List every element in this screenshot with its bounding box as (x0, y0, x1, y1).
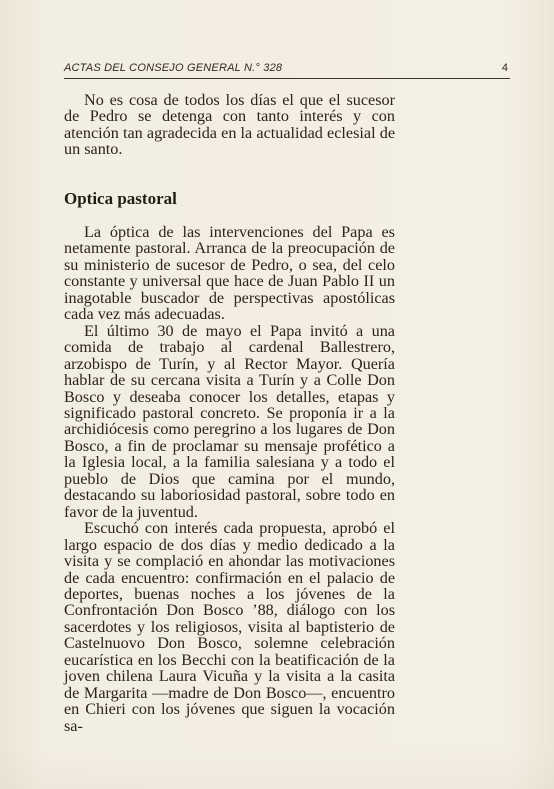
paragraph-1: La óptica de las intervenciones del Papa es netamente pastoral. Arranca de la preocupación de su ministerio de sucesor de Pedro, o sea, del celo constante y universal que hace de Juan Pablo II un inagotable buscador de perspectivas apostólicas cada vez más adecuadas. (64, 223, 395, 324)
running-header (64, 62, 510, 79)
page-number: 4 (501, 62, 508, 74)
section-body (64, 224, 395, 734)
section-heading: Optica pastoral (64, 189, 177, 208)
intro-paragraph: No es cosa de todos los días el que el sucesor de Pedro se detenga con tanto interés y con atención tan agradecida en la actualidad eclesial de un santo. (64, 91, 395, 159)
paragraph-2: El último 30 de mayo el Papa invitó a una comida de trabajo al cardenal Ballestrero, arzobispo de Turín, y al Rector Mayor. Quería hablar de su cercana visita a Turín y a Colle Don Bosco y deseaba conocer los detalles, etapas y significado pastoral concreto. Se proponía ir a la archidiócesis como peregrino a los lugares de Don Bosco, a fin de proclamar su mensaje profético a la Iglesia local, a la familia salesiana y a todo el pueblo de Dios que camina por el mundo, destacando su laboriosidad pastoral, sobre todo en favor de la juventud. (64, 321, 395, 521)
header-title: ACTAS DEL CONSEJO GENERAL N.° 328 (64, 62, 283, 74)
paragraph-3: Escuchó con interés cada propuesta, aprobó el largo espacio de dos días y medio dedicado a la visita y se complació en ahondar las motivaciones de cada encuentro: confirmación en el palacio de deportes, buenas noches a los jóvenes de la Confrontación Don Bosco ’88, diálogo con los sacerdotes y los religiosos, visita al baptisterio de Castelnuovo Don Bosco, solemne celebración eucarística en los Becchi con la beatificación de la joven chilena Laura Vicuña y la visita a la casita de Margarita —madre de Don Bosco—, encuentro en Chieri con los jóvenes que siguen la vocación sa- (64, 519, 395, 735)
page-shading (0, 749, 554, 789)
